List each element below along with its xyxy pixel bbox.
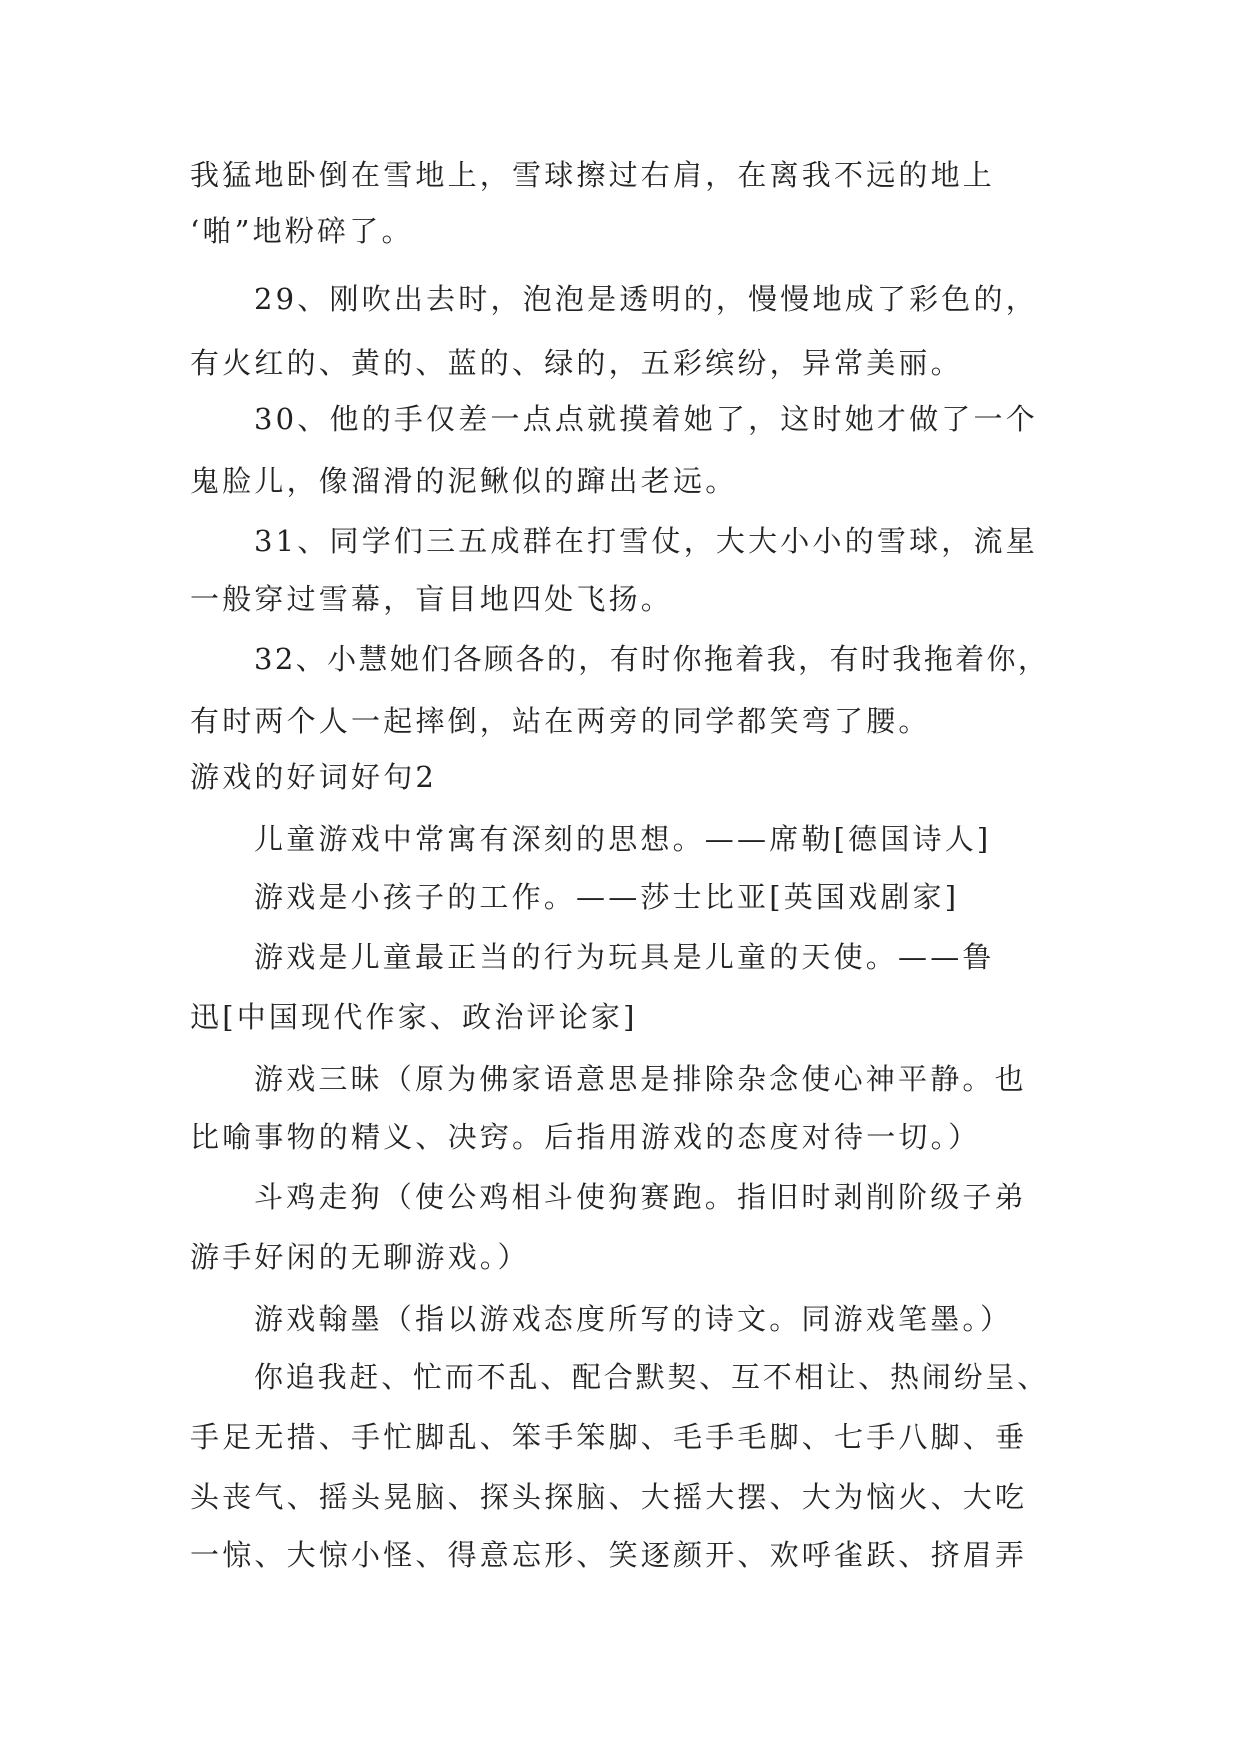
text-line: 迅[中国现代作家、政治评论家] <box>190 1000 638 1034</box>
text-line: 29、刚吹出去时，泡泡是透明的，慢慢地成了彩色的， <box>254 282 1038 316</box>
text-line: 头丧气、摇头晃脑、探头探脑、大摇大摆、大为恼火、大吃 <box>190 1480 1028 1514</box>
text-line: 一惊、大惊小怪、得意忘形、笑逐颜开、欢呼雀跃、挤眉弄 <box>190 1538 1028 1572</box>
text-line: 游戏是小孩子的工作。——莎士比亚[英国戏剧家] <box>254 880 960 914</box>
text-line: 30、他的手仅差一点点就摸着她了，这时她才做了一个 <box>254 402 1038 436</box>
text-line: 游戏是儿童最正当的行为玩具是儿童的天使。——鲁 <box>254 940 995 974</box>
text-line: 32、小慧她们各顾各的，有时你拖着我，有时我拖着你， <box>254 642 1050 676</box>
text-line: 儿童游戏中常寓有深刻的思想。——席勒[德国诗人] <box>254 822 992 856</box>
text-line: 你追我赶、忙而不乱、配合默契、互不相让、热闹纷呈、 <box>254 1360 1050 1394</box>
text-line: 手足无措、手忙脚乱、笨手笨脚、毛手毛脚、七手八脚、垂 <box>190 1420 1028 1454</box>
text-line: 鬼脸儿，像溜滑的泥鳅似的蹿出老远。 <box>190 464 738 498</box>
text-line: 游手好闲的无聊游戏。） <box>190 1240 530 1274</box>
text-line: 比喻事物的精义、决窍。后指用游戏的态度对待一切。） <box>190 1120 981 1154</box>
section-heading: 游戏的好词好句2 <box>190 760 438 794</box>
text-line: 游戏三昧（原为佛家语意思是排除杂念使心神平静。也 <box>254 1062 1027 1096</box>
text-line: 斗鸡走狗（使公鸡相斗使狗赛跑。指旧时剥削阶级子弟 <box>254 1180 1027 1214</box>
text-line: 游戏翰墨（指以游戏态度所写的诗文。同游戏笔墨。） <box>254 1302 1013 1336</box>
text-line: 一般穿过雪幕，盲目地四处飞扬。 <box>190 582 674 616</box>
text-line: 有时两个人一起摔倒，站在两旁的同学都笑弯了腰。 <box>190 704 931 738</box>
text-line: 我猛地卧倒在雪地上，雪球擦过右肩，在离我不远的地上 <box>190 158 996 192</box>
text-line: ‘啪”地粉碎了。 <box>190 214 414 248</box>
text-line: 有火红的、黄的、蓝的、绿的，五彩缤纷，异常美丽。 <box>190 346 963 380</box>
text-line: 31、同学们三五成群在打雪仗，大大小小的雪球，流星 <box>254 524 1038 558</box>
